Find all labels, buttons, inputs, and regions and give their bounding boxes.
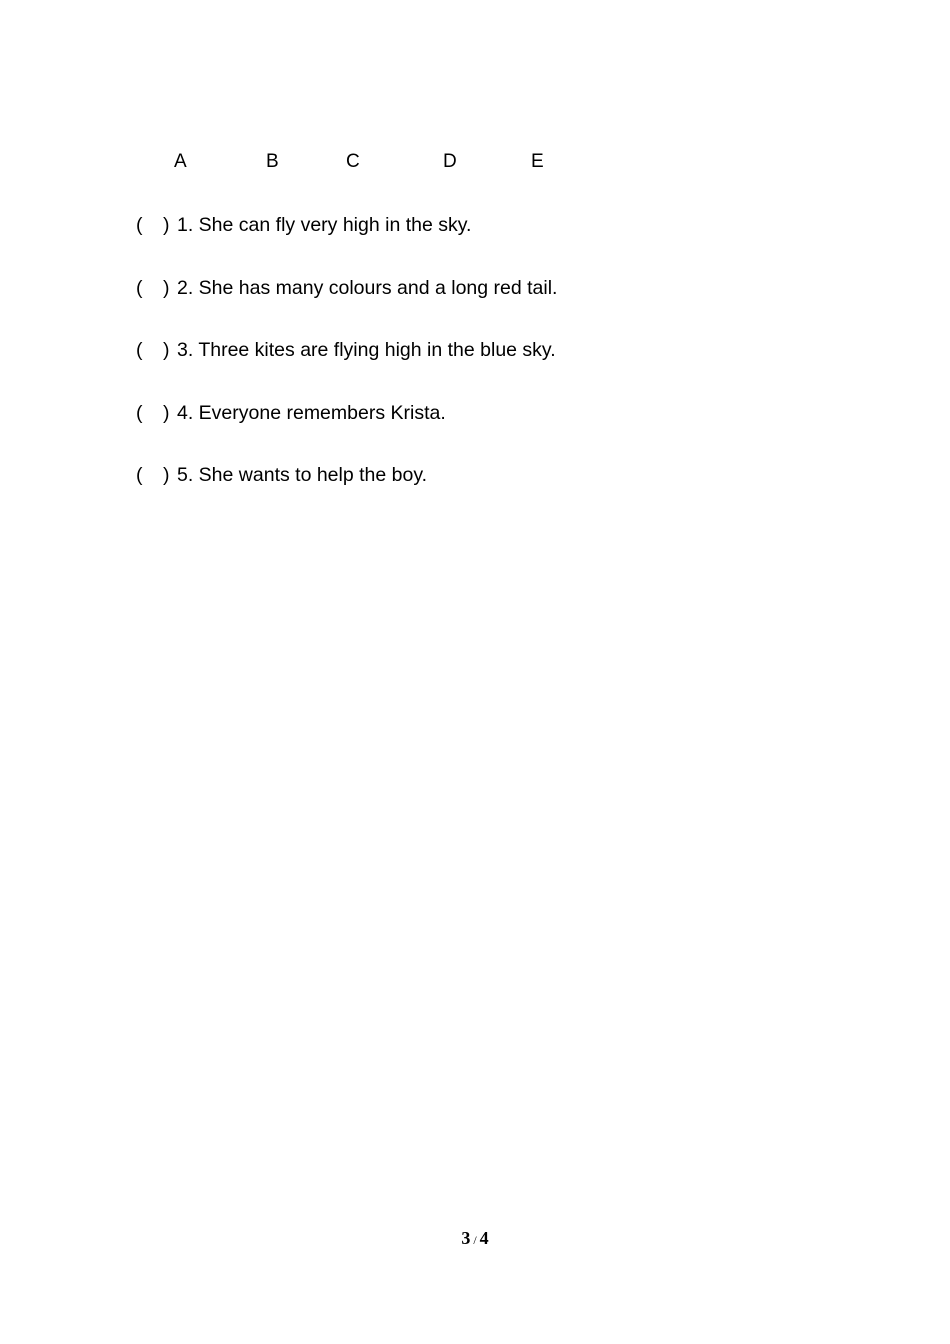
- question-text: 2. She has many colours and a long red tail.: [177, 276, 558, 299]
- question-item-4: [136, 400, 836, 463]
- page-total: 4: [479, 1228, 489, 1248]
- answer-blank-open: (: [136, 339, 143, 361]
- question-list: [136, 212, 836, 525]
- answer-blank-close: ): [163, 276, 170, 299]
- answer-blank-close: ): [163, 401, 170, 424]
- question-text: 3. Three kites are flying high in the blue sky.: [177, 339, 556, 361]
- page-separator: /: [473, 1233, 477, 1247]
- page-current: 3: [461, 1228, 471, 1248]
- answer-blank-close: ): [163, 464, 170, 486]
- answer-blank-open: (: [136, 276, 143, 299]
- question-item-5: [136, 462, 836, 525]
- option-letter-a: A: [174, 151, 187, 172]
- question-text: 5. She wants to help the boy.: [177, 464, 428, 486]
- option-letter-e: E: [531, 151, 544, 172]
- option-letter-b: B: [266, 151, 279, 172]
- option-letters-row: [0, 150, 950, 176]
- question-item-2: [136, 275, 836, 338]
- answer-blank-close: ): [163, 339, 170, 361]
- answer-blank-close: ): [163, 214, 170, 236]
- option-letter-d: D: [443, 151, 457, 172]
- answer-blank-open: (: [136, 214, 143, 236]
- question-item-3: [136, 337, 836, 400]
- answer-blank-open: (: [136, 464, 143, 486]
- answer-blank-open: (: [136, 401, 143, 424]
- option-letter-c: C: [346, 151, 360, 172]
- question-text: 4. Everyone remembers Krista.: [177, 401, 446, 424]
- page-number: [0, 1227, 950, 1251]
- question-text: 1. She can fly very high in the sky.: [177, 214, 472, 236]
- question-item-1: [136, 212, 836, 275]
